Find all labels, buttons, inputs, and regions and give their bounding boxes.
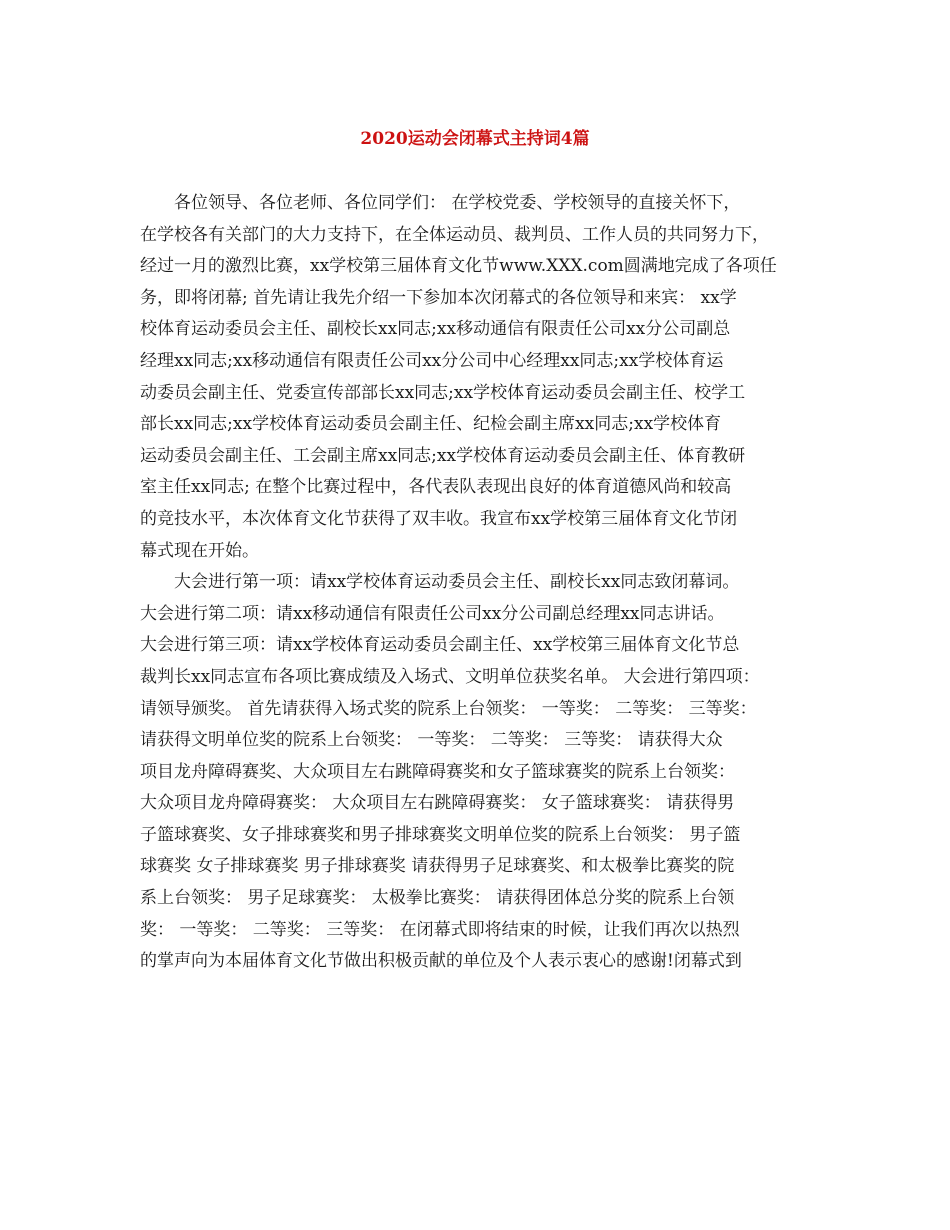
text-line: 大会进行第三项：请xx学校体育运动委员会副主任、xx学校第三届体育文化节总 bbox=[140, 635, 740, 656]
document-title: 2020运动会闭幕式主持词4篇 bbox=[360, 129, 590, 149]
text-line: 室主任xx同志; 在整个比赛过程中，各代表队表现出良好的体育道德风尚和较高 bbox=[140, 477, 732, 498]
text-line: 球赛奖 女子排球赛奖 男子排球赛奖 请获得男子足球赛奖、和太极拳比赛奖的院 bbox=[140, 856, 735, 877]
text-line: 项目龙舟障碍赛奖、大众项目左右跳障碍赛奖和女子篮球赛奖的院系上台领奖： bbox=[140, 761, 735, 782]
text-line: 奖： 一等奖： 二等奖： 三等奖： 在闭幕式即将结束的时候，让我们再次以热烈 bbox=[140, 919, 740, 940]
text-line: 子篮球赛奖、女子排球赛奖和男子排球赛奖文明单位奖的院系上台领奖： 男子篮 bbox=[140, 824, 741, 845]
text-line: 请获得文明单位奖的院系上台领奖： 一等奖： 二等奖： 三等奖： 请获得大众 bbox=[140, 730, 723, 751]
text-line: 大会进行第一项：请xx学校体育运动委员会主任、副校长xx同志致闭幕词。 bbox=[174, 572, 740, 593]
text-line: 请领导颁奖。 首先请获得入场式奖的院系上台领奖： 一等奖： 二等奖： 三等奖： bbox=[140, 698, 757, 719]
text-line: 的掌声向为本届体育文化节做出积极贡献的单位及个人表示衷心的感谢!闭幕式到 bbox=[140, 951, 742, 972]
text-line: 经理xx同志;xx移动通信有限责任公司xx分公司中心经理xx同志;xx学校体育运 bbox=[140, 350, 724, 371]
text-line: 在学校各有关部门的大力支持下，在全体运动员、裁判员、工作人员的共同努力下， bbox=[140, 224, 769, 245]
text-line: 裁判长xx同志宣布各项比赛成绩及入场式、文明单位获奖名单。 大会进行第四项： bbox=[140, 666, 760, 687]
text-line: 各位领导、各位老师、各位同学们： 在学校党委、学校领导的直接关怀下， bbox=[174, 193, 741, 213]
text-line: 的竞技水平，本次体育文化节获得了双丰收。我宣布xx学校第三届体育文化节闭 bbox=[140, 508, 738, 529]
document-body bbox=[140, 188, 812, 978]
text-line: 务，即将闭幕; 首先请让我先介绍一下参加本次闭幕式的各位领导和来宾： xx学 bbox=[140, 287, 737, 308]
text-line: 幕式现在开始。 bbox=[140, 540, 259, 561]
text-line: 部长xx同志;xx学校体育运动委员会副主任、纪检会副主席xx同志;xx学校体育 bbox=[140, 414, 722, 435]
text-line: 大众项目龙舟障碍赛奖： 大众项目左右跳障碍赛奖： 女子篮球赛奖： 请获得男 bbox=[140, 793, 735, 814]
text-line: 运动委员会副主任、工会副主席xx同志;xx学校体育运动委员会副主任、体育教研 bbox=[140, 445, 746, 466]
text-line: 系上台领奖： 男子足球赛奖： 太极拳比赛奖： 请获得团体总分奖的院系上台领 bbox=[140, 888, 735, 909]
text-line: 校体育运动委员会主任、副校长xx同志;xx移动通信有限责任公司xx分公司副总 bbox=[140, 319, 731, 340]
text-line: 经过一月的激烈比赛，xx学校第三届体育文化节www.XXX.com圆满地完成了各项任 bbox=[140, 256, 777, 277]
text-line: 大会进行第二项：请xx移动通信有限责任公司xx分公司副总经理xx同志讲话。 bbox=[140, 603, 725, 624]
text-line: 动委员会副主任、党委宣传部部长xx同志;xx学校体育运动委员会副主任、校学工 bbox=[140, 382, 746, 403]
